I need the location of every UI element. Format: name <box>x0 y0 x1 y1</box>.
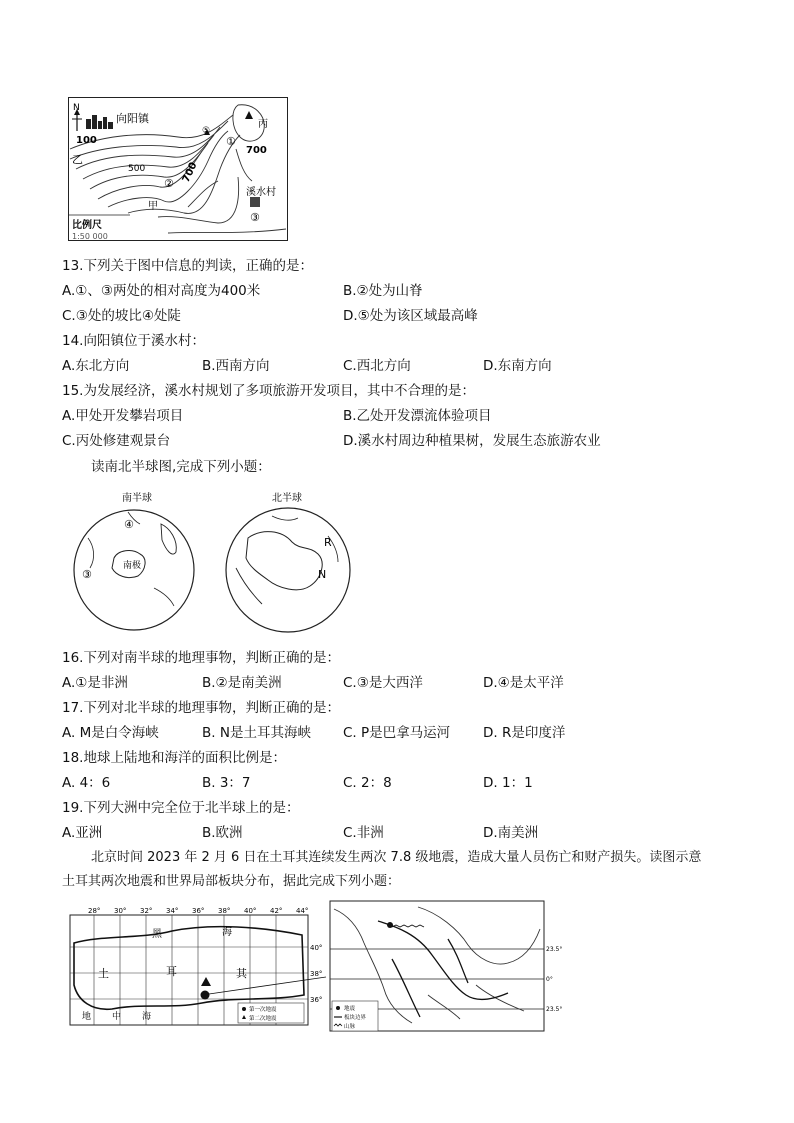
q15-option-b[interactable]: B.乙处开发漂流体验项目 <box>343 408 492 424</box>
q17-option-d[interactable]: D. R是印度洋 <box>483 725 566 741</box>
med-char3: 海 <box>142 1012 152 1022</box>
svg-text:44°: 44° <box>296 907 309 915</box>
svg-text:23.5°: 23.5° <box>546 946 563 953</box>
south-pole-label: 南极 <box>123 561 142 571</box>
q13-option-c[interactable]: C.③处的坡比④处陡 <box>62 308 181 324</box>
svg-text:36°: 36° <box>192 907 205 915</box>
svg-text:28°: 28° <box>88 907 101 915</box>
svg-text:30°: 30° <box>114 907 127 915</box>
q17-option-c[interactable]: C. P是巴拿马运河 <box>343 725 451 741</box>
earthquake-point-icon <box>387 922 393 928</box>
turkey-longitude-labels <box>88 907 308 915</box>
village-icon <box>250 197 260 207</box>
intro-earthquake-line1: 北京时间 2023 年 2 月 6 日在土耳其连续发生两次 7.8 级地震，造成大量人员伤亡和财产损失。读图示意 <box>91 850 702 865</box>
q19-option-d[interactable]: D.南美洲 <box>483 825 539 841</box>
q19-stem: 19.下列大洲中完全位于北半球上的是： <box>62 800 300 816</box>
world-plates-map <box>328 899 563 1035</box>
intro-hemispheres: 读南北半球图,完成下列小题： <box>91 459 271 475</box>
legend-first-quake-icon <box>242 1007 246 1011</box>
q16-option-a[interactable]: A.①是非洲 <box>62 675 128 691</box>
q17-option-a[interactable]: A. M是白令海峡 <box>62 725 159 741</box>
town-label: 向阳镇 <box>116 112 149 125</box>
contour-700b-label: 700 <box>246 145 267 156</box>
turkey-earthquake-map <box>62 905 326 1033</box>
svg-text:40°: 40° <box>310 944 323 952</box>
legend-plate: 板块边界 <box>344 1015 367 1021</box>
black-sea-char1: 黑 <box>152 929 162 940</box>
legend-quake: 地震 <box>344 1006 356 1012</box>
turkey-char1: 土 <box>98 967 109 980</box>
q13-option-d[interactable]: D.⑤处为该区域最高峰 <box>343 308 478 324</box>
north-hemisphere-map <box>226 508 350 632</box>
scale-value: 1:50 000 <box>72 232 108 241</box>
contour-100-label: 100 <box>76 135 97 146</box>
north-hemisphere-title: 北半球 <box>272 493 302 504</box>
q14-option-d[interactable]: D.东南方向 <box>483 358 552 374</box>
scale-title: 比例尺 <box>72 220 102 231</box>
turkey-latitude-labels <box>310 944 322 1004</box>
svg-text:38°: 38° <box>218 907 231 915</box>
world-latitude-labels <box>546 946 562 1013</box>
svg-text:34°: 34° <box>166 907 179 915</box>
q15-option-d[interactable]: D.溪水村周边种植果树，发展生态旅游农业 <box>343 433 601 449</box>
north-marker-n: N <box>318 568 327 581</box>
med-char1: 地 <box>82 1012 92 1022</box>
q15-option-a[interactable]: A.甲处开发攀岩项目 <box>62 408 184 424</box>
turkey-char3: 其 <box>236 967 247 980</box>
med-char2: 中 <box>112 1012 122 1022</box>
q13-option-b[interactable]: B.②处为山脊 <box>343 283 423 299</box>
marker-5: ⑤ <box>202 126 211 136</box>
legend-quake-icon <box>336 1006 340 1010</box>
q14-option-c[interactable]: C.西北方向 <box>343 358 411 374</box>
q17-option-b[interactable]: B. N是土耳其海峡 <box>202 725 311 741</box>
legend-second-quake: 第二次地震 <box>249 1016 277 1022</box>
marker-3: ③ <box>250 211 260 224</box>
black-sea-char2: 海 <box>222 927 232 938</box>
first-quake-marker-icon <box>201 991 210 1000</box>
svg-text:32°: 32° <box>140 907 153 915</box>
contour-700a-label: 700 <box>180 160 200 185</box>
legend-first-quake: 第一次地震 <box>249 1007 277 1013</box>
svg-text:42°: 42° <box>270 907 283 915</box>
label-yi: 乙 <box>72 153 83 166</box>
q16-stem: 16.下列对南半球的地理事物，判断正确的是： <box>62 650 340 666</box>
q18-option-b[interactable]: B. 3：7 <box>202 775 251 791</box>
q19-option-b[interactable]: B.欧洲 <box>202 825 243 841</box>
q19-option-c[interactable]: C.非洲 <box>343 825 384 841</box>
q17-stem: 17.下列对北半球的地理事物，判断正确的是： <box>62 700 340 716</box>
q19-option-a[interactable]: A.亚洲 <box>62 825 103 841</box>
intro-earthquake-line2: 土耳其两次地震和世界局部板块分布，据此完成下列小题： <box>62 874 401 889</box>
label-jia: 甲 <box>148 201 158 212</box>
north-label: N <box>73 103 80 113</box>
q14-stem: 14.向阳镇位于溪水村： <box>62 333 205 349</box>
south-marker-4: ④ <box>124 518 134 531</box>
q13-option-a[interactable]: A.①、③两处的相对高度为400米 <box>62 283 261 299</box>
q15-option-c[interactable]: C.丙处修建观景台 <box>62 433 171 449</box>
label-bing: 丙 <box>258 119 268 130</box>
q18-option-c[interactable]: C. 2：8 <box>343 775 392 791</box>
q14-option-a[interactable]: A.东北方向 <box>62 358 130 374</box>
village-label: 溪水村 <box>246 187 276 198</box>
marker-1: ① <box>226 135 236 148</box>
svg-text:36°: 36° <box>310 996 323 1004</box>
q18-option-d[interactable]: D. 1：1 <box>483 775 533 791</box>
north-marker-r: R <box>324 536 332 549</box>
south-hemisphere-title: 南半球 <box>122 493 152 504</box>
hemisphere-maps <box>66 488 386 636</box>
svg-text:23.5°: 23.5° <box>546 1006 563 1013</box>
q16-option-c[interactable]: C.③是大西洋 <box>343 675 423 691</box>
q16-option-b[interactable]: B.②是南美洲 <box>202 675 282 691</box>
svg-text:0°: 0° <box>546 976 553 983</box>
legend-mountain: 山脉 <box>344 1024 356 1030</box>
contour-500-label: 500 <box>128 164 146 174</box>
svg-text:40°: 40° <box>244 907 257 915</box>
svg-text:38°: 38° <box>310 970 323 978</box>
q13-stem: 13.下列关于图中信息的判读，正确的是： <box>62 258 313 274</box>
q18-option-a[interactable]: A. 4：6 <box>62 775 111 791</box>
marker-2: ② <box>164 177 174 190</box>
q16-option-d[interactable]: D.④是太平洋 <box>483 675 564 691</box>
q14-option-b[interactable]: B.西南方向 <box>202 358 270 374</box>
q18-stem: 18.地球上陆地和海洋的面积比例是： <box>62 750 286 766</box>
q15-stem: 15.为发展经济，溪水村规划了多项旅游开发项目，其中不合理的是： <box>62 383 475 399</box>
topographic-map <box>68 97 288 241</box>
south-marker-3: ③ <box>82 568 92 581</box>
turkey-char2: 耳 <box>166 965 177 978</box>
